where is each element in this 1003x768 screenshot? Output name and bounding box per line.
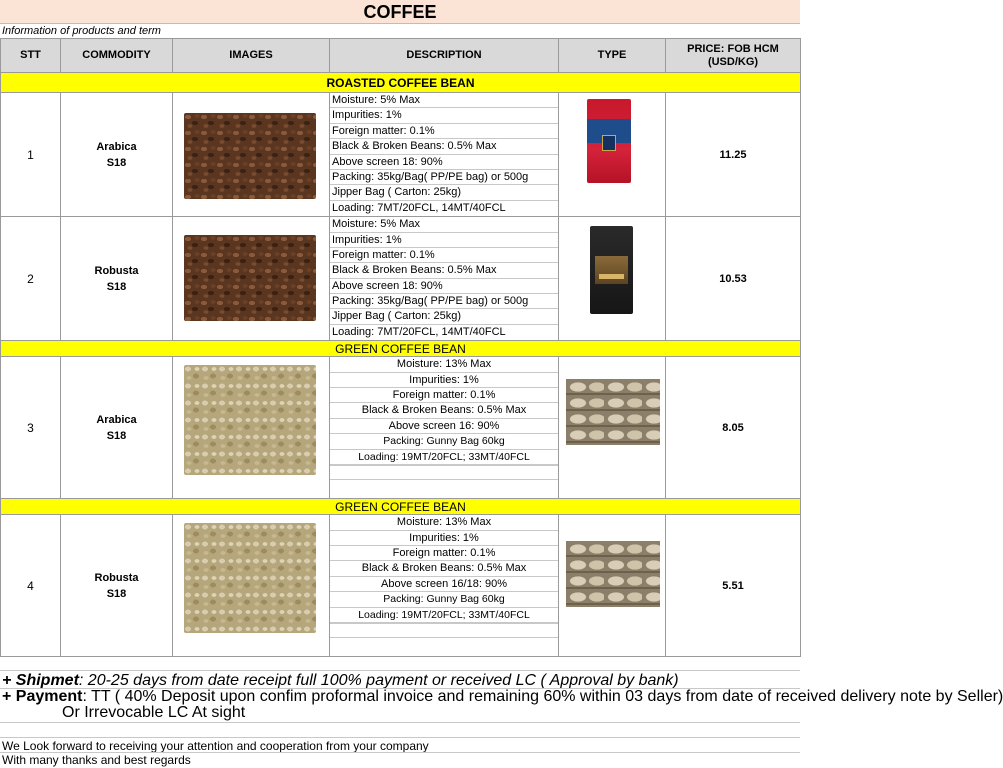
desc-line: Loading: 19MT/20FCL; 33MT/40FCL <box>330 450 558 465</box>
desc-line: Jipper Bag ( Carton: 25kg) <box>330 309 558 324</box>
price-cell: 10.53 <box>666 217 801 341</box>
header-stt: STT <box>1 39 61 73</box>
description-cell <box>330 515 559 657</box>
payment-text: : TT ( 40% Deposit upon confim proformal invoice and remaining 60% within 03 days from date of received delivery note by Seller) <box>82 688 1003 705</box>
red-coffee-bag-image <box>587 99 631 183</box>
commodity-grade: S18 <box>106 280 127 293</box>
desc-line: Packing: Gunny Bag 60kg <box>330 434 558 449</box>
description-list <box>330 357 558 496</box>
desc-line: Foreign matter: 0.1% <box>330 388 558 403</box>
desc-line: Loading: 7MT/20FCL, 14MT/40FCL <box>332 201 506 214</box>
image-cell <box>173 515 330 657</box>
bag-label <box>595 256 628 284</box>
price-cell: 11.25 <box>666 93 801 217</box>
type-cell <box>559 93 666 217</box>
desc-line: Impurities: 1% <box>330 108 558 123</box>
description-cell <box>330 93 559 217</box>
commodity-cell <box>61 357 173 499</box>
shipment-text: : 20-25 days from date receipt full 100% payment or received LC ( Approval by bank) <box>78 672 679 689</box>
desc-line: Above screen 16: 90% <box>330 419 558 434</box>
divider <box>0 670 800 671</box>
product-table <box>0 38 801 657</box>
header-price: PRICE: FOB HCM (USD/KG) <box>666 39 801 73</box>
price-cell: 5.51 <box>666 515 801 657</box>
bag-strip <box>599 274 624 279</box>
payment-terms <box>2 690 1003 704</box>
desc-line: Foreign matter: 0.1% <box>330 248 558 263</box>
payment-alternative: Or Irrevocable LC At sight <box>62 704 246 721</box>
table-row <box>1 357 801 499</box>
commodity-cell <box>61 93 173 217</box>
desc-line: Black & Broken Beans: 0.5% Max <box>330 403 558 418</box>
roasted-beans-image <box>184 235 316 321</box>
section-title: GREEN COFFEE BEAN <box>1 499 801 515</box>
description-list <box>330 515 558 654</box>
desc-line: Black & Broken Beans: 0.5% Max <box>330 139 558 154</box>
commodity-grade: S18 <box>106 587 127 600</box>
desc-line <box>330 638 558 653</box>
section-roasted <box>1 73 801 93</box>
commodity-cell <box>61 217 173 341</box>
type-cell <box>559 515 666 657</box>
desc-line: Above screen 18: 90% <box>330 279 558 294</box>
header-type: TYPE <box>559 39 666 73</box>
desc-line: Foreign matter: 0.1% <box>330 546 558 561</box>
row-stt: 3 <box>1 357 61 499</box>
commodity-name: Robusta <box>94 264 139 277</box>
row-stt: 1 <box>1 93 61 217</box>
header-description: DESCRIPTION <box>330 39 559 73</box>
image-cell <box>173 357 330 499</box>
subtitle: Information of products and term <box>2 25 161 37</box>
desc-line: Moisture: 13% Max <box>330 515 558 530</box>
desc-line: Packing: Gunny Bag 60kg <box>330 592 558 607</box>
desc-line: Black & Broken Beans: 0.5% Max <box>330 561 558 576</box>
section-green-2 <box>1 499 801 515</box>
commodity-grade: S18 <box>106 156 127 169</box>
section-green-1 <box>1 341 801 357</box>
desc-line: Moisture: 5% Max <box>330 217 558 232</box>
image-cell <box>173 217 330 341</box>
desc-line: Loading: 7MT/20FCL, 14MT/40FCL <box>332 325 506 338</box>
section-title: ROASTED COFFEE BEAN <box>1 73 801 93</box>
shipment-terms <box>2 674 679 688</box>
description-list <box>330 93 558 216</box>
commodity-name: Arabica <box>96 413 137 426</box>
commodity-name: Robusta <box>94 571 139 584</box>
desc-line: Above screen 16/18: 90% <box>330 577 558 592</box>
row-stt: 2 <box>1 217 61 341</box>
gunny-sacks-image <box>566 379 660 445</box>
bag-emblem-icon <box>602 135 616 151</box>
image-cell <box>173 93 330 217</box>
commodity-name: Arabica <box>96 140 137 153</box>
type-cell <box>559 217 666 341</box>
description-list <box>330 217 558 340</box>
header-images: IMAGES <box>173 39 330 73</box>
green-beans-image <box>184 365 316 475</box>
green-beans-image <box>184 523 316 633</box>
desc-line: Impurities: 1% <box>330 373 558 388</box>
divider <box>0 722 800 723</box>
page-title: COFFEE <box>0 0 800 24</box>
desc-line: Moisture: 13% Max <box>330 357 558 372</box>
desc-line: Foreign matter: 0.1% <box>330 124 558 139</box>
desc-line <box>330 465 558 480</box>
table-row <box>1 93 801 217</box>
type-cell <box>559 357 666 499</box>
table-row <box>1 515 801 657</box>
price-cell: 8.05 <box>666 357 801 499</box>
desc-line: Packing: 35kg/Bag( PP/PE bag) or 500g <box>330 294 558 309</box>
gunny-sacks-image <box>566 541 660 607</box>
black-coffee-bag-image <box>590 226 633 314</box>
desc-line: Above screen 18: 90% <box>330 155 558 170</box>
commodity-grade: S18 <box>106 429 127 442</box>
desc-line <box>330 480 558 495</box>
desc-line: Moisture: 5% Max <box>330 93 558 108</box>
roasted-beans-image <box>184 113 316 199</box>
payment-label: + Payment <box>2 688 83 705</box>
section-title: GREEN COFFEE BEAN <box>1 341 801 357</box>
commodity-cell <box>61 515 173 657</box>
shipment-label: + Shipmet <box>2 672 79 689</box>
desc-line <box>330 623 558 638</box>
table-row <box>1 217 801 341</box>
desc-line: Black & Broken Beans: 0.5% Max <box>330 263 558 278</box>
divider <box>0 737 800 738</box>
desc-line: Impurities: 1% <box>330 531 558 546</box>
desc-line: Impurities: 1% <box>330 233 558 248</box>
description-cell <box>330 357 559 499</box>
row-stt: 4 <box>1 515 61 657</box>
description-cell <box>330 217 559 341</box>
desc-line: Jipper Bag ( Carton: 25kg) <box>330 185 558 200</box>
desc-line: Loading: 19MT/20FCL; 33MT/40FCL <box>330 608 558 623</box>
header-row <box>1 39 801 73</box>
footer-line-1: We Look forward to receiving your attention and cooperation from your company <box>2 739 429 753</box>
desc-line: Packing: 35kg/Bag( PP/PE bag) or 500g <box>330 170 558 185</box>
footer-line-2: With many thanks and best regards <box>2 753 191 767</box>
header-commodity: COMMODITY <box>61 39 173 73</box>
